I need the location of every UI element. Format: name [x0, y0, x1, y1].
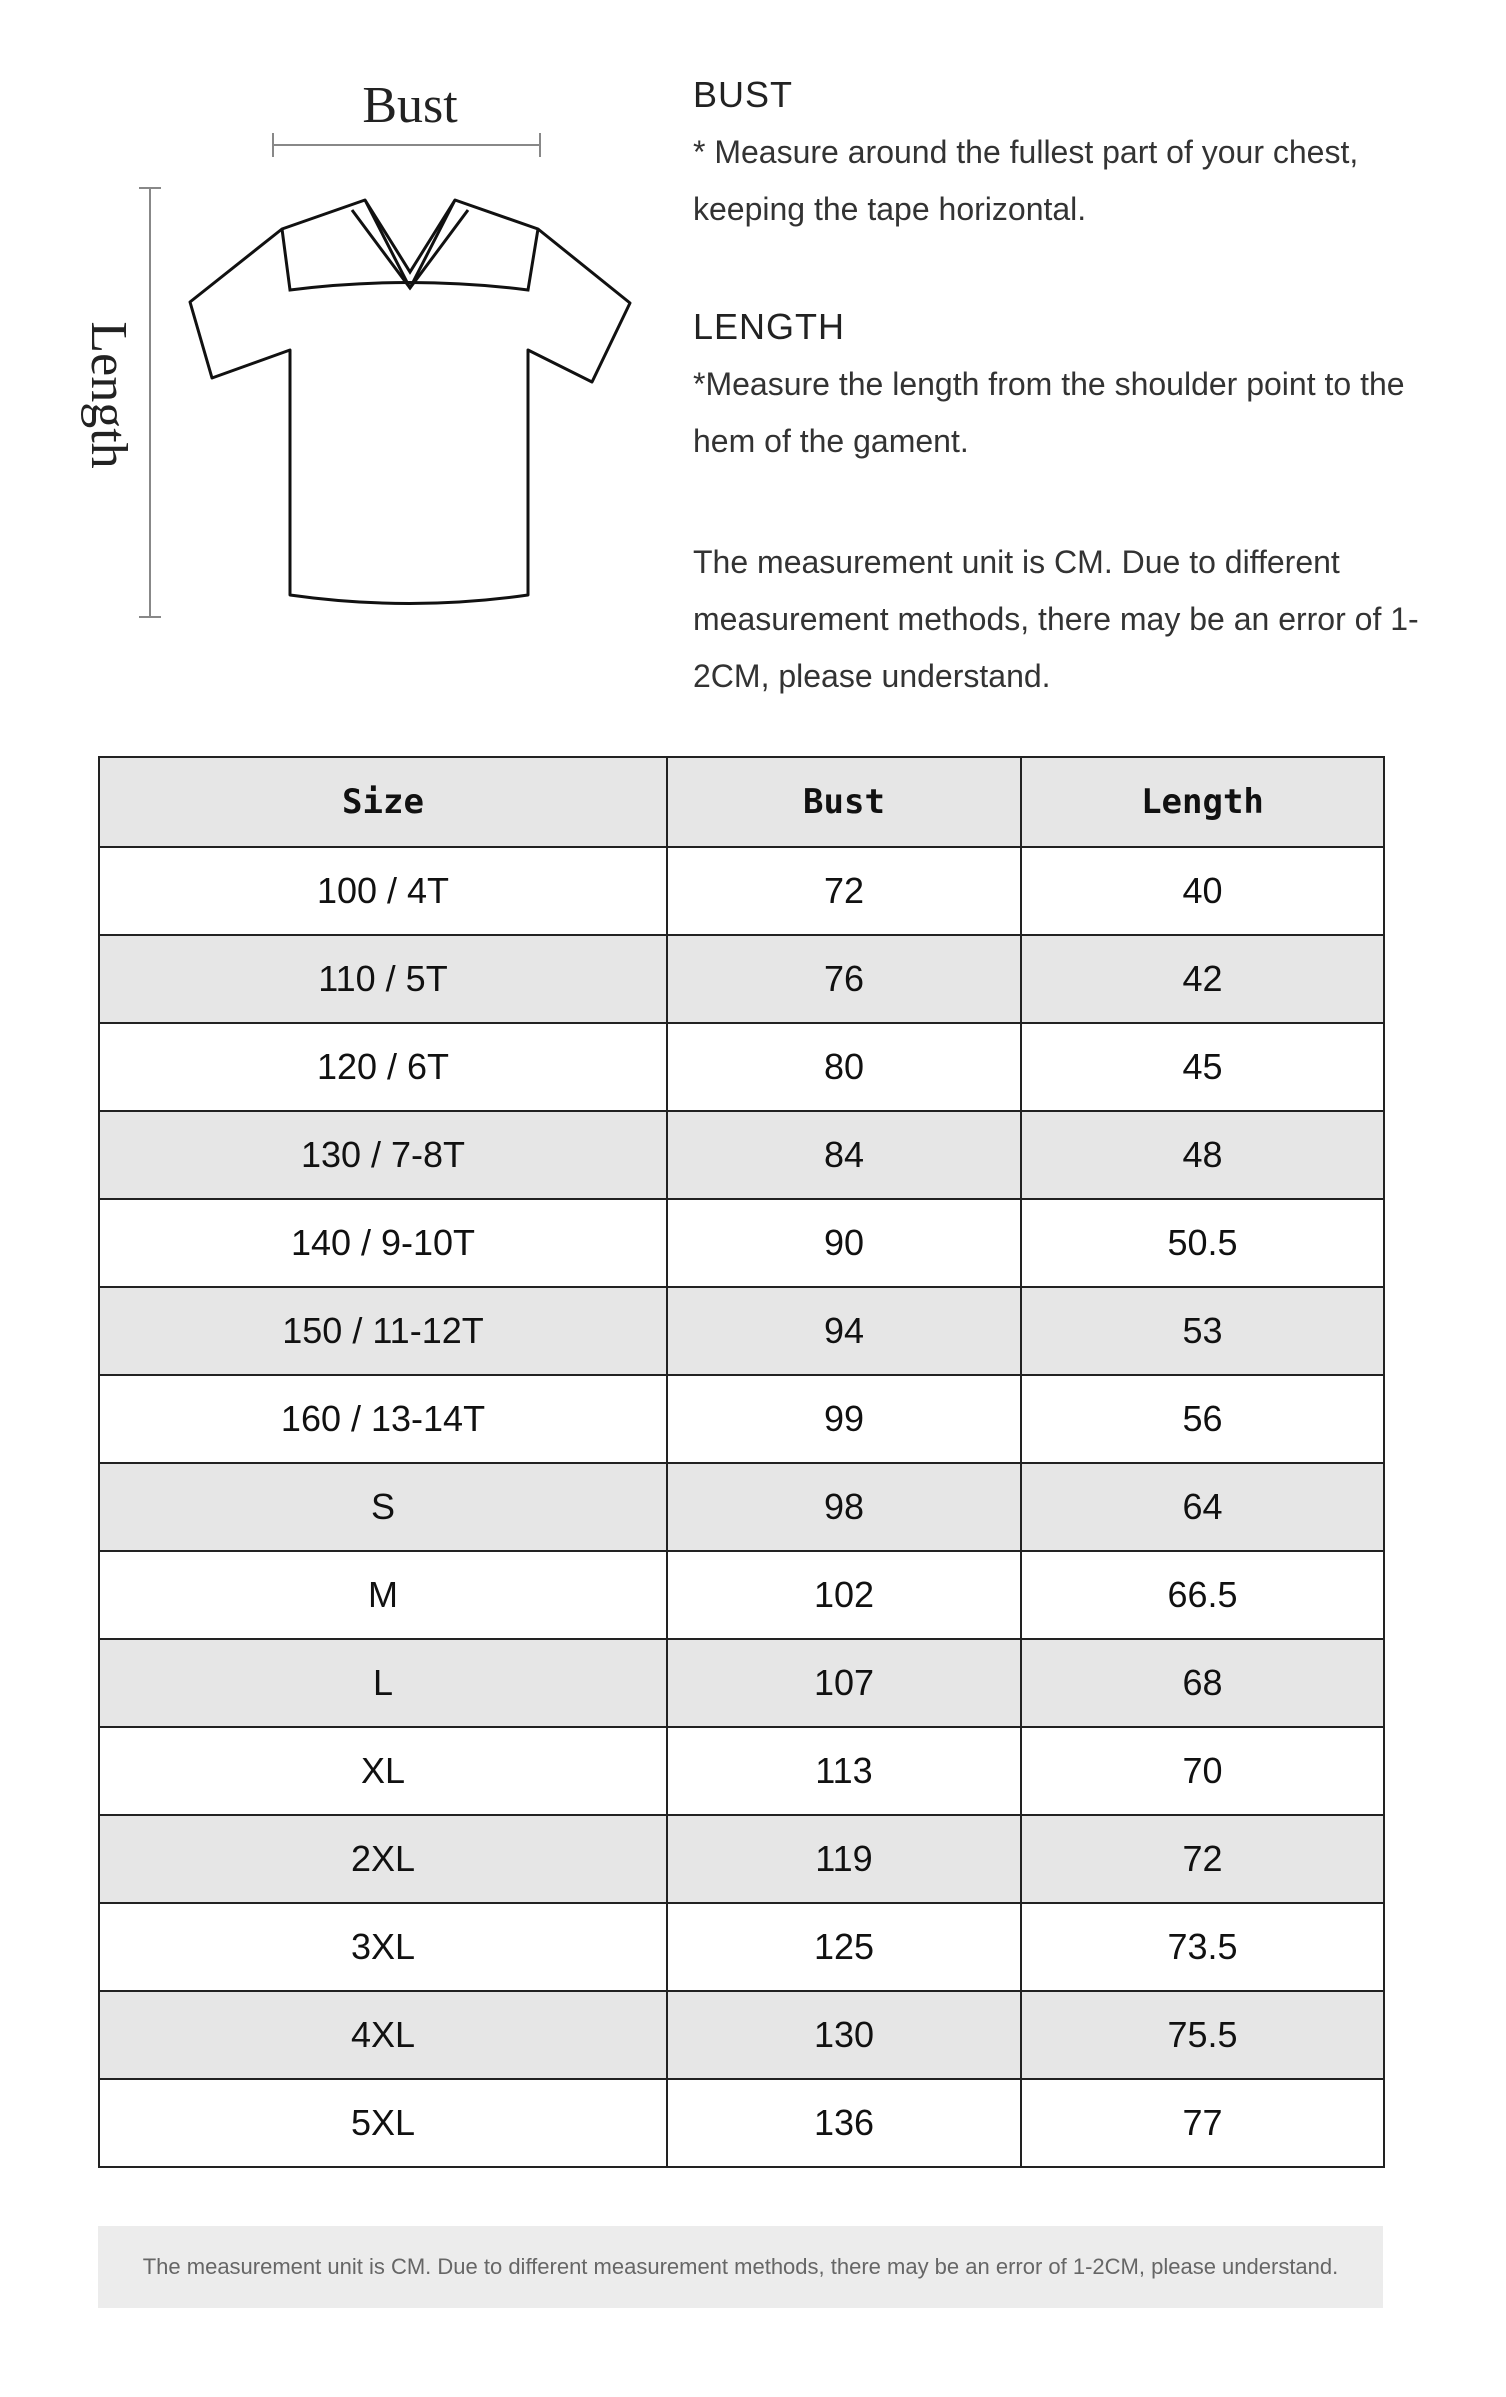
size-cell: 110 / 5T [99, 935, 667, 1023]
length-cell: 56 [1021, 1375, 1384, 1463]
length-heading: LENGTH [693, 306, 846, 347]
size-cell: 120 / 6T [99, 1023, 667, 1111]
length-cell: 75.5 [1021, 1991, 1384, 2079]
size-cell: 130 / 7-8T [99, 1111, 667, 1199]
header-bust: Bust [667, 757, 1021, 847]
garment-diagram [0, 0, 680, 700]
unit-note-text: The measurement unit is CM. Due to different measurement methods, there may be an error of 1-2CM, please understand. [693, 544, 1419, 694]
table-row [99, 1023, 1384, 1111]
size-cell: 160 / 13-14T [99, 1375, 667, 1463]
measurement-instructions [693, 70, 1453, 694]
table-row [99, 1639, 1384, 1727]
bust-cell: 76 [667, 935, 1021, 1023]
table-row [99, 1375, 1384, 1463]
size-cell: XL [99, 1727, 667, 1815]
size-cell: 2XL [99, 1815, 667, 1903]
size-cell: 140 / 9-10T [99, 1199, 667, 1287]
size-chart-table [98, 756, 1385, 2168]
length-cell: 70 [1021, 1727, 1384, 1815]
size-cell: M [99, 1551, 667, 1639]
table-row [99, 1815, 1384, 1903]
table-row [99, 1903, 1384, 1991]
bust-cell: 107 [667, 1639, 1021, 1727]
bust-heading: BUST [693, 74, 794, 115]
bust-cell: 136 [667, 2079, 1021, 2167]
footer-note: The measurement unit is CM. Due to different measurement methods, there may be an error of 1-2CM, please understand. [98, 2226, 1383, 2308]
size-cell: 3XL [99, 1903, 667, 1991]
bust-cell: 94 [667, 1287, 1021, 1375]
bust-cell: 98 [667, 1463, 1021, 1551]
header-size: Size [99, 757, 667, 847]
bust-cell: 130 [667, 1991, 1021, 2079]
length-cell: 73.5 [1021, 1903, 1384, 1991]
length-cell: 66.5 [1021, 1551, 1384, 1639]
bust-instructions [693, 70, 1453, 238]
length-cell: 40 [1021, 847, 1384, 935]
size-cell: S [99, 1463, 667, 1551]
size-cell: 4XL [99, 1991, 667, 2079]
length-diagram-label: Length [80, 321, 137, 469]
table-row [99, 1991, 1384, 2079]
bust-cell: 113 [667, 1727, 1021, 1815]
bust-cell: 90 [667, 1199, 1021, 1287]
length-cell: 53 [1021, 1287, 1384, 1375]
bust-cell: 72 [667, 847, 1021, 935]
length-cell: 42 [1021, 935, 1384, 1023]
table-row [99, 1199, 1384, 1287]
bust-text: * Measure around the fullest part of your chest, keeping the tape horizontal. [693, 134, 1359, 227]
bust-cell: 125 [667, 1903, 1021, 1991]
header-length: Length [1021, 757, 1384, 847]
table-row [99, 1287, 1384, 1375]
length-cell: 45 [1021, 1023, 1384, 1111]
size-table-body [99, 847, 1384, 2167]
length-instructions [693, 302, 1453, 470]
length-cell: 64 [1021, 1463, 1384, 1551]
bust-diagram-label: Bust [362, 77, 458, 134]
length-text: *Measure the length from the shoulder point to the hem of the gament. [693, 366, 1405, 459]
length-cell: 50.5 [1021, 1199, 1384, 1287]
table-row [99, 935, 1384, 1023]
table-header-row [99, 757, 1384, 847]
unit-note [693, 530, 1453, 705]
table-row [99, 1551, 1384, 1639]
size-cell: 100 / 4T [99, 847, 667, 935]
bust-cell: 80 [667, 1023, 1021, 1111]
bust-cell: 119 [667, 1815, 1021, 1903]
table-row [99, 1727, 1384, 1815]
bust-cell: 84 [667, 1111, 1021, 1199]
length-cell: 77 [1021, 2079, 1384, 2167]
size-cell: 150 / 11-12T [99, 1287, 667, 1375]
table-row [99, 1111, 1384, 1199]
table-row [99, 2079, 1384, 2167]
length-cell: 68 [1021, 1639, 1384, 1727]
size-cell: 5XL [99, 2079, 667, 2167]
size-cell: L [99, 1639, 667, 1727]
bust-cell: 102 [667, 1551, 1021, 1639]
length-cell: 48 [1021, 1111, 1384, 1199]
length-cell: 72 [1021, 1815, 1384, 1903]
bust-cell: 99 [667, 1375, 1021, 1463]
table-row [99, 847, 1384, 935]
table-row [99, 1463, 1384, 1551]
